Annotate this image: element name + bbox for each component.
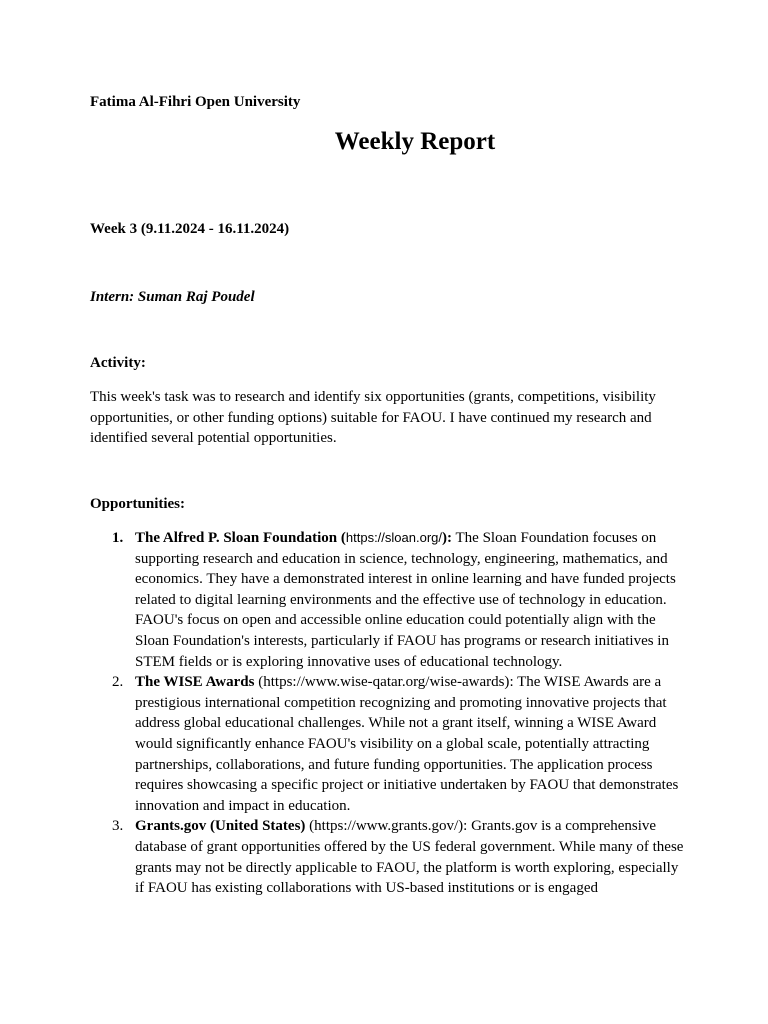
- opportunity-item: [90, 528, 690, 672]
- opportunity-description: : Grants.gov is a comprehensive database of grant opportunities offered by the US federal government. While many of these grants may not be directly applicable to FAOU, the platform is worth exploring, especially if FAOU has existing collaborations with US-based institutions or is engaged: [135, 818, 684, 897]
- activity-paragraph: This week's task was to research and identify six opportunities (grants, competitions, visibility opportunities, or other funding options) suitable for FAOU. I have continued my research and identified several potential opportunities.: [90, 389, 656, 446]
- report-title: Weekly Report: [334, 128, 496, 155]
- opportunity-link[interactable]: (https://www.wise-qatar.org/wise-awards): [254, 674, 510, 691]
- opportunity-name: Grants.gov (United States): [135, 818, 306, 835]
- opportunity-name: The WISE Awards: [135, 674, 255, 691]
- opportunity-link[interactable]: https://sloan.org/: [345, 530, 443, 545]
- list-number: 1.: [112, 530, 124, 546]
- activity-heading: Activity:: [90, 355, 146, 371]
- opportunities-list: [90, 528, 690, 899]
- intern-name: Intern: Suman Raj Poudel: [90, 289, 255, 305]
- opportunity-description: The Sloan Foundation focuses on supporting research and education in science, technology, engineering, mathematics, and economics. They have a demonstrated interest in online learning and have funded projects related to digital learning environments and the effective use of technology in education. FAOU's focus on open and accessible online education could potentially align with the Sloan Foundation's interests, particularly if FAOU has programs or research initiatives in STEM fields or is exploring innovative uses of educational technology.: [135, 530, 676, 670]
- institution-name: Fatima Al-Fihri Open University: [90, 94, 301, 110]
- opportunities-heading: Opportunities:: [90, 496, 186, 512]
- opportunity-name-close: ):: [442, 530, 453, 546]
- opportunity-link[interactable]: (https://www.grants.gov/): [305, 818, 464, 835]
- opportunity-description: : The WISE Awards are a prestigious international competition recognizing and promoting innovative projects that address global educational challenges. While not a grant itself, winning a WISE Award would significantly enhance FAOU's visibility on a global scale, potentially attracting partnerships, collaborations, and future funding opportunities. The application process requires showcasing a specific project or initiative undertaken by FAOU that demonstrates innovation and impact in education.: [135, 674, 679, 814]
- opportunity-item: [90, 672, 690, 816]
- opportunity-name: The Alfred P. Sloan Foundation (: [135, 530, 346, 546]
- list-number: 2.: [112, 674, 124, 691]
- list-number: 3.: [112, 818, 124, 835]
- opportunity-item: [90, 816, 690, 898]
- week-range: Week 3 (9.11.2024 - 16.11.2024): [90, 221, 290, 237]
